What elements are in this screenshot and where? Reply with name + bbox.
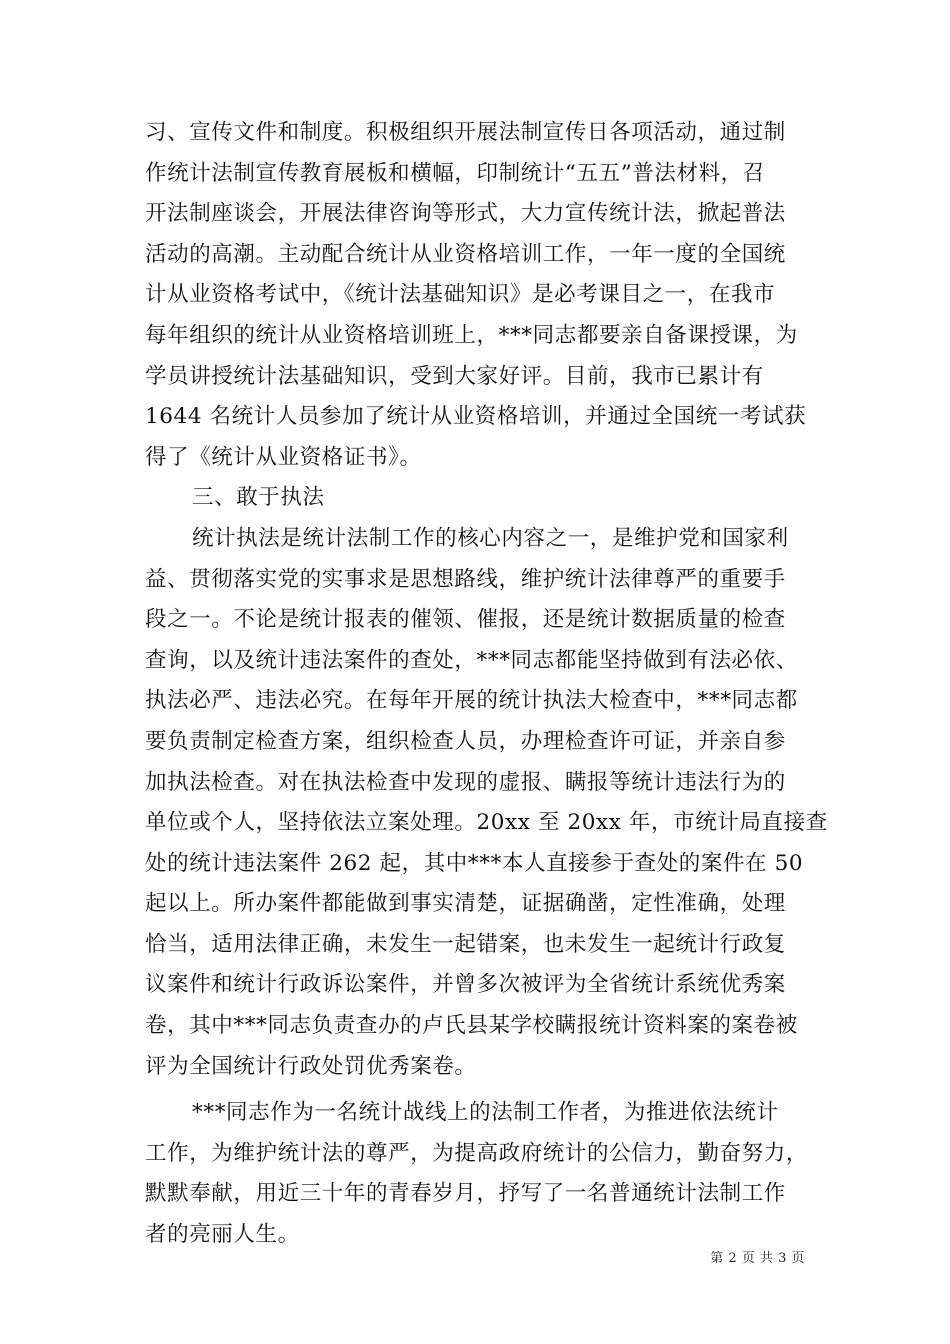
text-line: 查询，以及统计违法案件的查处，***同志都能坚持做到有法必依、 [145, 647, 798, 673]
text-line: 默默奉献，用近三十年的青春岁月，抒写了一名普通统计法制工作 [145, 1181, 786, 1207]
text-line: 每年组织的统计从业资格培训班上，***同志都要亲自备课授课，为 [145, 322, 798, 348]
text-line: 1644 名统计人员参加了统计从业资格培训，并通过全国统一考试获 [145, 404, 807, 430]
text-line: 作统计法制宣传教育展板和横幅，印制统计“五五”普法材料，召 [145, 160, 765, 186]
text-line: 卷，其中***同志负责查办的卢氏县某学校瞒报统计资料案的案卷被 [145, 1013, 798, 1039]
text-line: 恰当，适用法律正确，未发生一起错案，也未发生一起统计行政复 [145, 931, 786, 957]
text-line: 开法制座谈会，开展法律咨询等形式，大力宣传统计法，掀起普法 [145, 201, 786, 227]
text-line: 活动的高潮。主动配合统计从业资格培训工作，一年一度的全国统 [145, 241, 786, 267]
text-line: 执法必严、违法必究。在每年开展的统计执法大检查中，***同志都 [145, 688, 798, 714]
paragraph-first-line: ***同志作为一名统计战线上的法制工作者，为推进依法统计 [192, 1100, 779, 1126]
text-line: 益、贯彻落实党的实事求是思想路线，维护统计法律尊严的重要手 [145, 566, 786, 592]
text-line: 计从业资格考试中，《统计法基础知识》是必考课目之一，在我市 [145, 282, 776, 308]
text-line: 要负责制定检查方案，组织检查人员，办理检查许可证，并亲自参 [145, 728, 786, 754]
text-line: 加执法检查。对在执法检查中发现的虚报、瞒报等统计违法行为的 [145, 769, 786, 795]
text-line: 得了《统计从业资格证书》。 [145, 444, 422, 470]
text-line: 工作，为维护统计法的尊严，为提高政府统计的公信力，勤奋努力， [145, 1140, 809, 1166]
section-heading: 三、敢于执法 [192, 485, 325, 511]
text-line: 评为全国统计行政处罚优秀案卷。 [145, 1053, 477, 1079]
paragraph-first-line: 统计执法是统计法制工作的核心内容之一，是维护党和国家利 [192, 525, 789, 551]
text-line: 习、宣传文件和制度。积极组织开展法制宣传日各项活动，通过制 [145, 120, 786, 145]
text-line: 者的亮丽人生。 [145, 1222, 300, 1248]
document-body [145, 113, 828, 1256]
text-line: 学员讲授统计法基础知识，受到大家好评。目前，我市已累计有 [145, 363, 764, 389]
text-line: 单位或个人，坚持依法立案处理。20xx 至 20xx 年，市统计局直接查 [145, 810, 828, 836]
text-line: 议案件和统计行政诉讼案件，并曾多次被评为全省统计系统优秀案 [145, 972, 786, 998]
text-line: 处的统计违法案件 262 起，其中***本人直接参于查处的案件在 50 [145, 850, 804, 876]
text-line: 段之一。不论是统计报表的催领、催报，还是统计数据质量的检查 [145, 607, 786, 633]
page-number: 第 2 页 共 3 页 [710, 1251, 805, 1266]
text-line: 起以上。所办案件都能做到事实清楚，证据确凿，定性准确，处理 [145, 891, 786, 917]
